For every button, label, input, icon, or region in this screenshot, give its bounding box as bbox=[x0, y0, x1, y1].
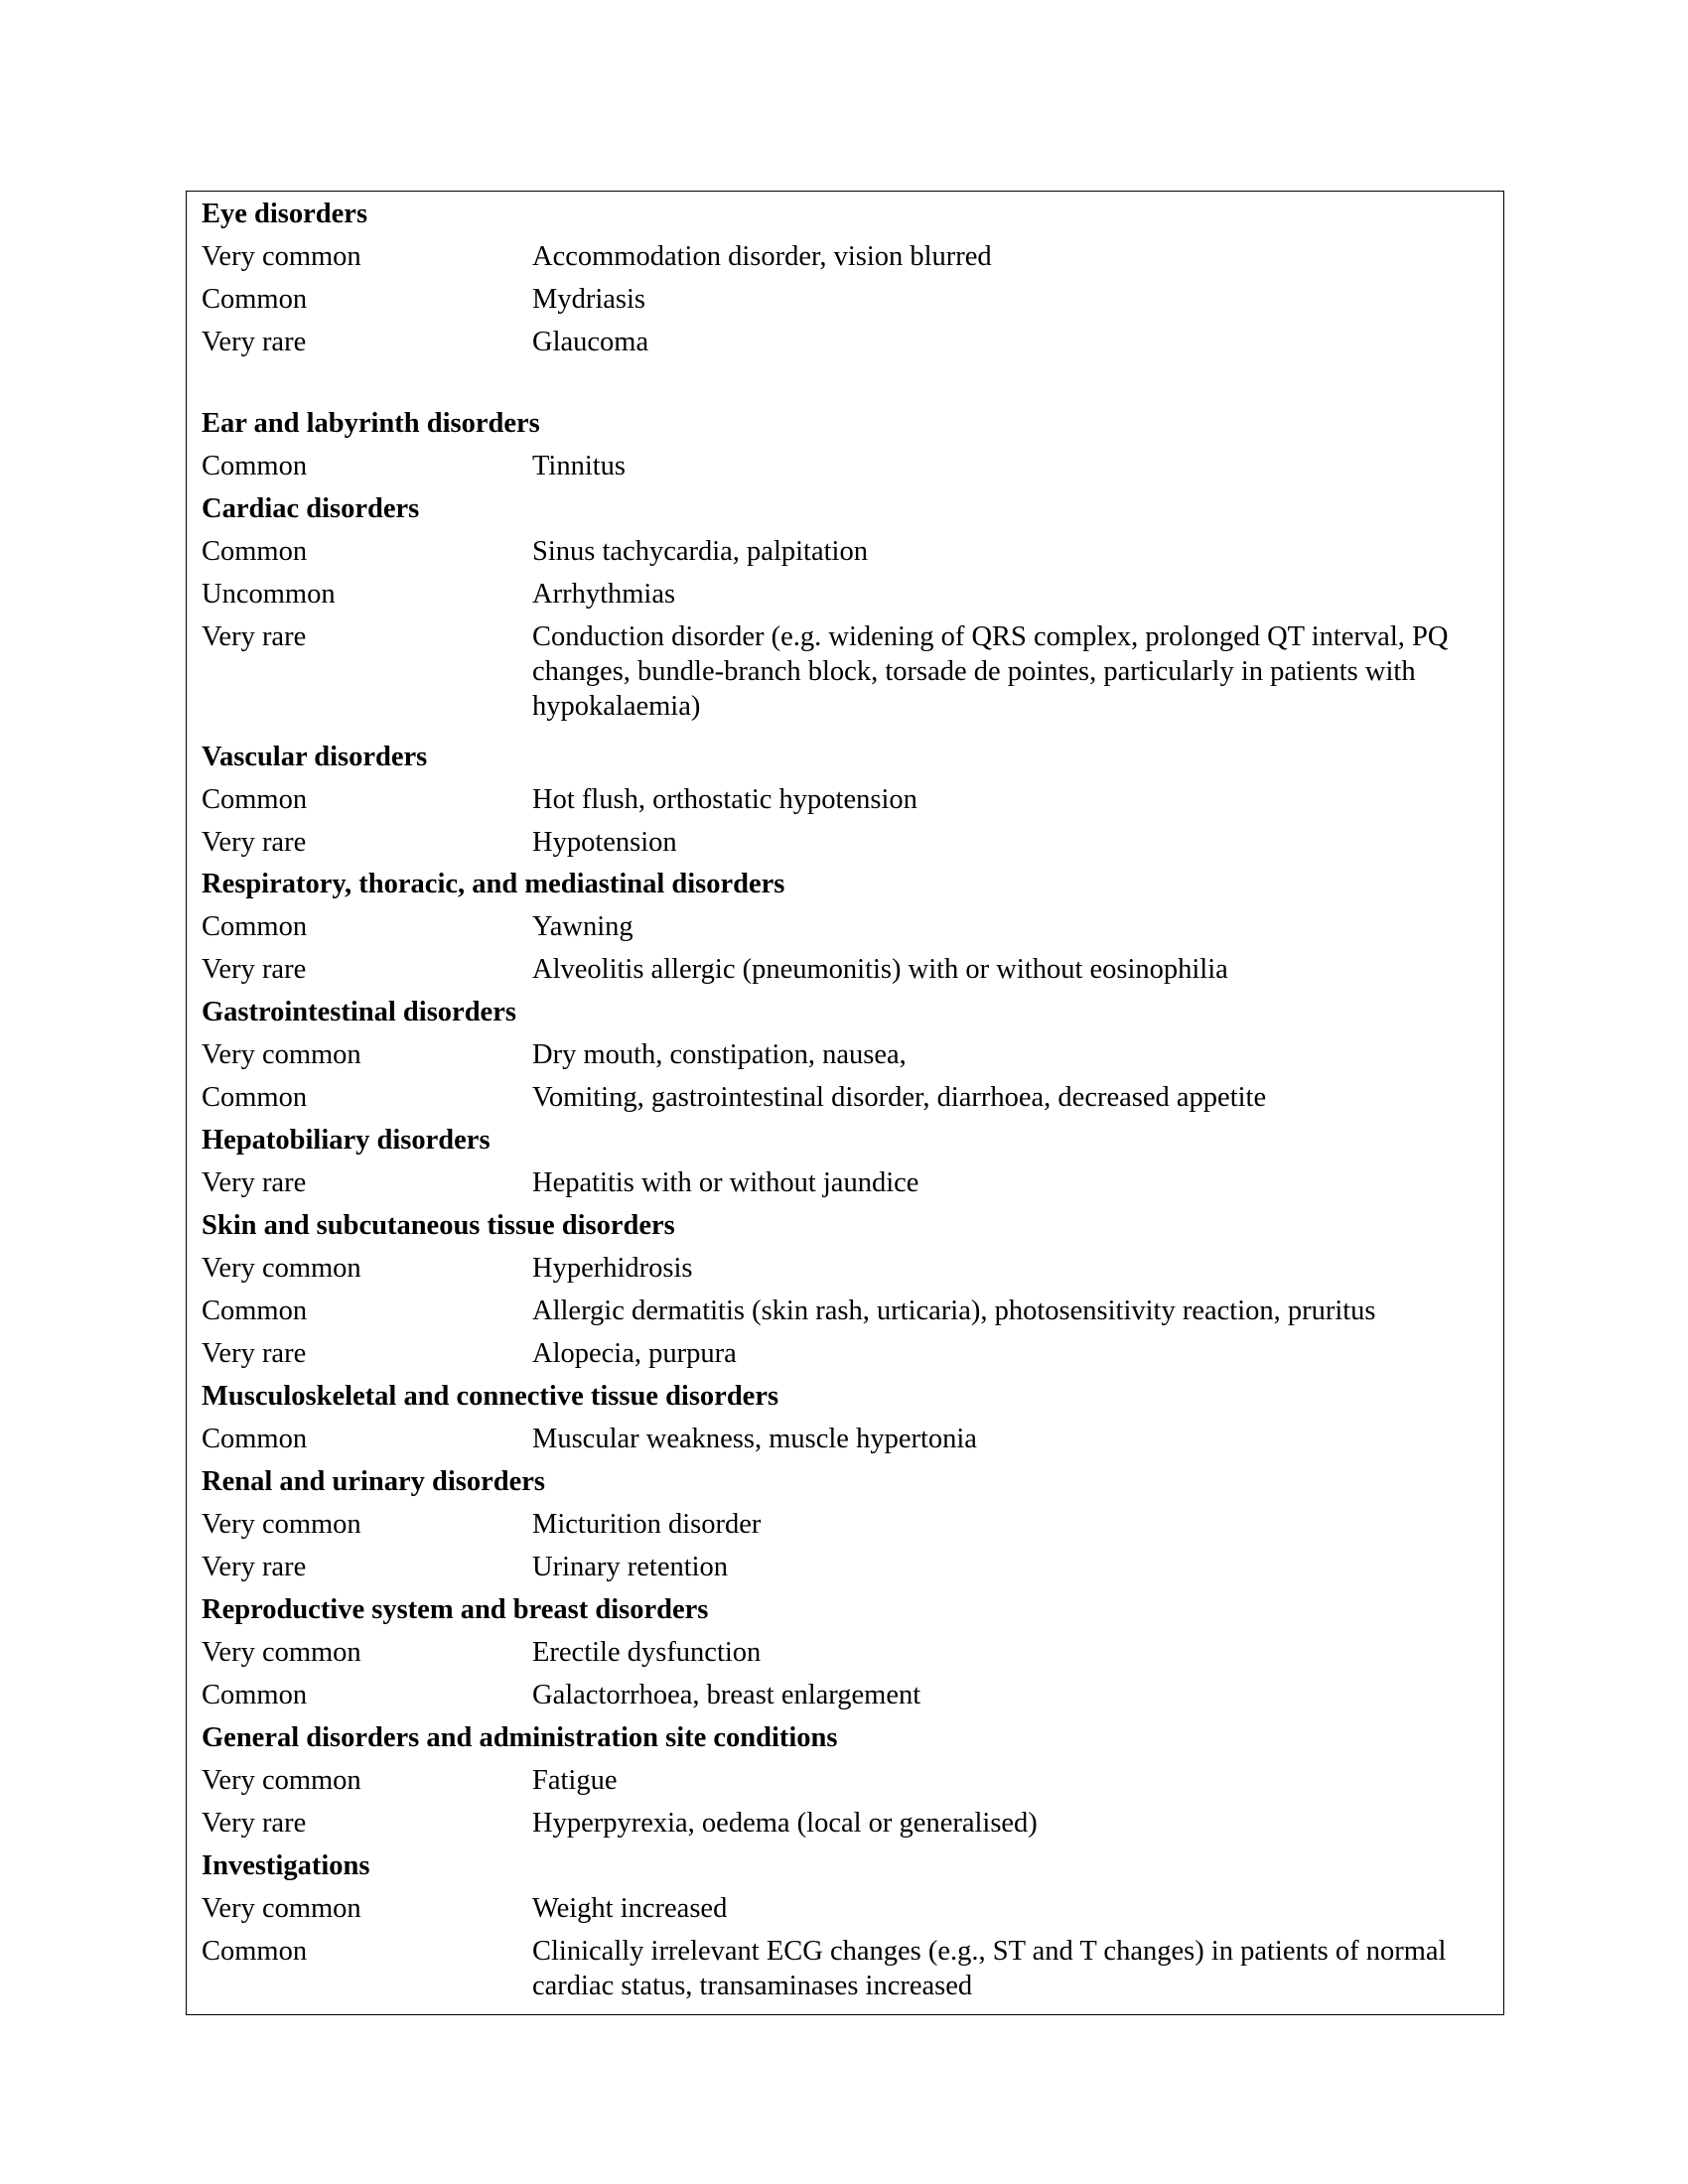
effect-cell: Fatigue bbox=[532, 1765, 618, 1796]
effect-cell: Urinary retention bbox=[532, 1552, 729, 1582]
effect-cell: Mydriasis bbox=[532, 284, 645, 315]
frequency-cell: Very rare bbox=[202, 327, 307, 357]
section-heading: General disorders and administration site conditions bbox=[202, 1722, 838, 1753]
frequency-cell: Very common bbox=[202, 241, 361, 272]
frequency-cell: Very rare bbox=[202, 1167, 307, 1198]
effect-cell: Hepatitis with or without jaundice bbox=[532, 1167, 919, 1198]
effect-cell: Sinus tachycardia, palpitation bbox=[532, 536, 868, 567]
frequency-cell: Very common bbox=[202, 1893, 361, 1924]
effect-cell: Tinnitus bbox=[532, 451, 627, 481]
effect-cell: Erectile dysfunction bbox=[532, 1637, 762, 1668]
effect-cell: Accommodation disorder, vision blurred bbox=[532, 241, 992, 272]
frequency-cell: Common bbox=[202, 284, 308, 315]
effect-cell: Vomiting, gastrointestinal disorder, diarrhoea, decreased appetite bbox=[532, 1082, 1267, 1113]
effect-cell: Muscular weakness, muscle hypertonia bbox=[532, 1424, 977, 1454]
section-heading: Skin and subcutaneous tissue disorders bbox=[202, 1210, 675, 1241]
effect-cell: Clinically irrelevant ECG changes (e.g., ST and T changes) in patients of normal cardiac status, transaminases increased bbox=[532, 1936, 1447, 2001]
frequency-cell: Very rare bbox=[202, 827, 307, 858]
frequency-cell: Common bbox=[202, 1424, 308, 1454]
frequency-cell: Very common bbox=[202, 1253, 361, 1284]
frequency-cell: Common bbox=[202, 911, 308, 942]
effect-cell: Glaucoma bbox=[532, 327, 649, 357]
section-heading: Eye disorders bbox=[202, 199, 368, 229]
effect-cell: Conduction disorder (e.g. widening of QRS complex, prolonged QT interval, PQ changes, bundle-branch block, torsade de pointes, particularly in patients with hypokalaemia) bbox=[532, 621, 1449, 722]
section-heading: Ear and labyrinth disorders bbox=[202, 408, 540, 439]
frequency-cell: Common bbox=[202, 1680, 308, 1710]
frequency-cell: Common bbox=[202, 451, 308, 481]
effect-cell: Hyperpyrexia, oedema (local or generalised) bbox=[532, 1808, 1038, 1839]
frequency-cell: Very rare bbox=[202, 1338, 307, 1369]
frequency-cell: Very rare bbox=[202, 1808, 307, 1839]
frequency-cell: Very common bbox=[202, 1765, 361, 1796]
frequency-cell: Common bbox=[202, 1936, 308, 1967]
effect-cell: Galactorrhoea, breast enlargement bbox=[532, 1680, 921, 1710]
frequency-cell: Common bbox=[202, 1082, 308, 1113]
frequency-cell: Very rare bbox=[202, 621, 307, 652]
effect-cell: Yawning bbox=[532, 911, 633, 942]
frequency-cell: Common bbox=[202, 784, 308, 815]
section-heading: Gastrointestinal disorders bbox=[202, 997, 516, 1027]
section-heading: Reproductive system and breast disorders bbox=[202, 1594, 709, 1625]
frequency-cell: Very common bbox=[202, 1509, 361, 1540]
effect-cell: Alveolitis allergic (pneumonitis) with or without eosinophilia bbox=[532, 954, 1228, 985]
adverse-reactions-table bbox=[186, 191, 1504, 2015]
effect-cell: Arrhythmias bbox=[532, 579, 676, 610]
effect-cell: Hot flush, orthostatic hypotension bbox=[532, 784, 917, 815]
effect-cell: Micturition disorder bbox=[532, 1509, 762, 1540]
frequency-cell: Very common bbox=[202, 1637, 361, 1668]
section-heading: Hepatobiliary disorders bbox=[202, 1125, 491, 1156]
frequency-cell: Very rare bbox=[202, 1552, 307, 1582]
section-heading: Renal and urinary disorders bbox=[202, 1466, 545, 1497]
effect-cell: Allergic dermatitis (skin rash, urticaria), photosensitivity reaction, pruritus bbox=[532, 1296, 1376, 1326]
frequency-cell: Very rare bbox=[202, 954, 307, 985]
frequency-cell: Very common bbox=[202, 1039, 361, 1070]
effect-cell: Weight increased bbox=[532, 1893, 728, 1924]
frequency-cell: Common bbox=[202, 536, 308, 567]
effect-cell: Hyperhidrosis bbox=[532, 1253, 693, 1284]
section-heading: Musculoskeletal and connective tissue disorders bbox=[202, 1381, 779, 1412]
effect-cell: Hypotension bbox=[532, 827, 677, 858]
frequency-cell: Uncommon bbox=[202, 579, 336, 610]
section-heading: Investigations bbox=[202, 1850, 370, 1881]
section-heading: Vascular disorders bbox=[202, 742, 428, 772]
effect-cell: Dry mouth, constipation, nausea, bbox=[532, 1039, 907, 1070]
frequency-cell: Common bbox=[202, 1296, 308, 1326]
section-heading: Cardiac disorders bbox=[202, 493, 420, 524]
section-heading: Respiratory, thoracic, and mediastinal disorders bbox=[202, 869, 785, 899]
effect-cell: Alopecia, purpura bbox=[532, 1338, 737, 1369]
